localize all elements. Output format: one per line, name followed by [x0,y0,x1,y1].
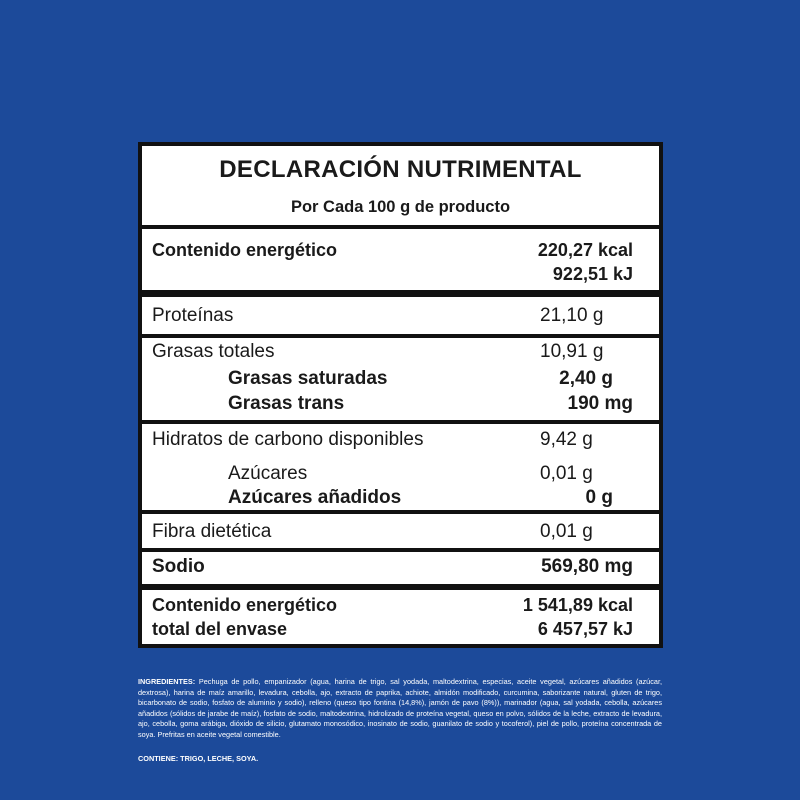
carbs-value: 9,42 g [540,429,593,450]
carbs-label: Hidratos de carbono disponibles [152,429,424,450]
carbs-section [142,424,659,510]
fats-section [142,338,659,420]
total-energy-label-1: Contenido energético [152,595,338,615]
ingredients-text [138,677,662,741]
sugars-label: Azúcares [228,463,308,484]
nutrition-header [142,146,659,225]
proteins-value: 21,10 g [540,305,604,326]
proteins-row [142,297,659,334]
allergens-statement: CONTIENE: TRIGO, LECHE, SOYA. [138,754,259,763]
saturated-fat-label: Grasas saturadas [228,368,388,389]
energy-label: Contenido energético [152,240,338,260]
ingredients-heading: INGREDIENTES: [138,677,196,686]
energy-kj: 922,51 kJ [552,264,633,284]
fiber-value: 0,01 g [540,521,593,542]
proteins-label: Proteínas [152,305,234,326]
sodium-value: 569,80 mg [541,556,633,577]
energy-kcal: 220,27 kcal [537,240,633,260]
sodium-row [142,552,659,584]
total-energy-kj: 6 457,57 kJ [537,619,633,639]
sugars-value: 0,01 g [540,463,593,484]
total-fat-value: 10,91 g [540,341,604,362]
added-sugars-value: 0 g [585,487,613,508]
nutrition-facts-panel [138,142,663,648]
trans-fat-value: 190 mg [567,393,633,414]
total-fat-label: Grasas totales [152,341,275,362]
total-energy-label-2: total del envase [152,619,288,639]
fiber-row [142,514,659,548]
added-sugars-label: Azúcares añadidos [228,487,402,508]
total-energy-section [142,590,659,644]
nutrition-title: DECLARACIÓN NUTRIMENTAL [219,156,582,183]
trans-fat-label: Grasas trans [228,393,345,414]
sodium-label: Sodio [152,556,205,577]
total-energy-kcal: 1 541,89 kcal [522,595,633,615]
saturated-fat-value: 2,40 g [559,368,613,389]
serving-basis: Por Cada 100 g de producto [290,198,511,216]
fiber-label: Fibra dietética [152,521,272,542]
energy-section [142,229,659,290]
ingredients-list: Pechuga de pollo, empanizador (agua, harina de trigo, sal yodada, maltodextrina, especias, aceite vegetal, azúcares añadidos (azúcar, dextrosa), harina de maíz amarillo, levadura, cebolla, ajo, extracto de paprika, achiote, almidón modificado, curcumina, saborizante natural, gluten de trigo, bicarbonato de sodio, fosfato de aluminio y sodio), relleno (queso tipo fontina (14,8%), jamón de pavo (8%)), marinador (agua, sal yodada, cebolla, azúcares añadidos (sólidos de jarabe de maíz), fosfato de sodio, maltodextrina, hidrolizado de proteína vegetal, queso en polvo, sólidos de la leche, extracto de levadura, ajo, cebolla, goma arábiga, dióxido de silicio, glutamato monosódico, inosinato de sodio, guanilato de sodio y tocoferol), piel de pollo, proteína concentrada de soya. Prefritas en aceite vegetal comestible. [138,677,662,739]
